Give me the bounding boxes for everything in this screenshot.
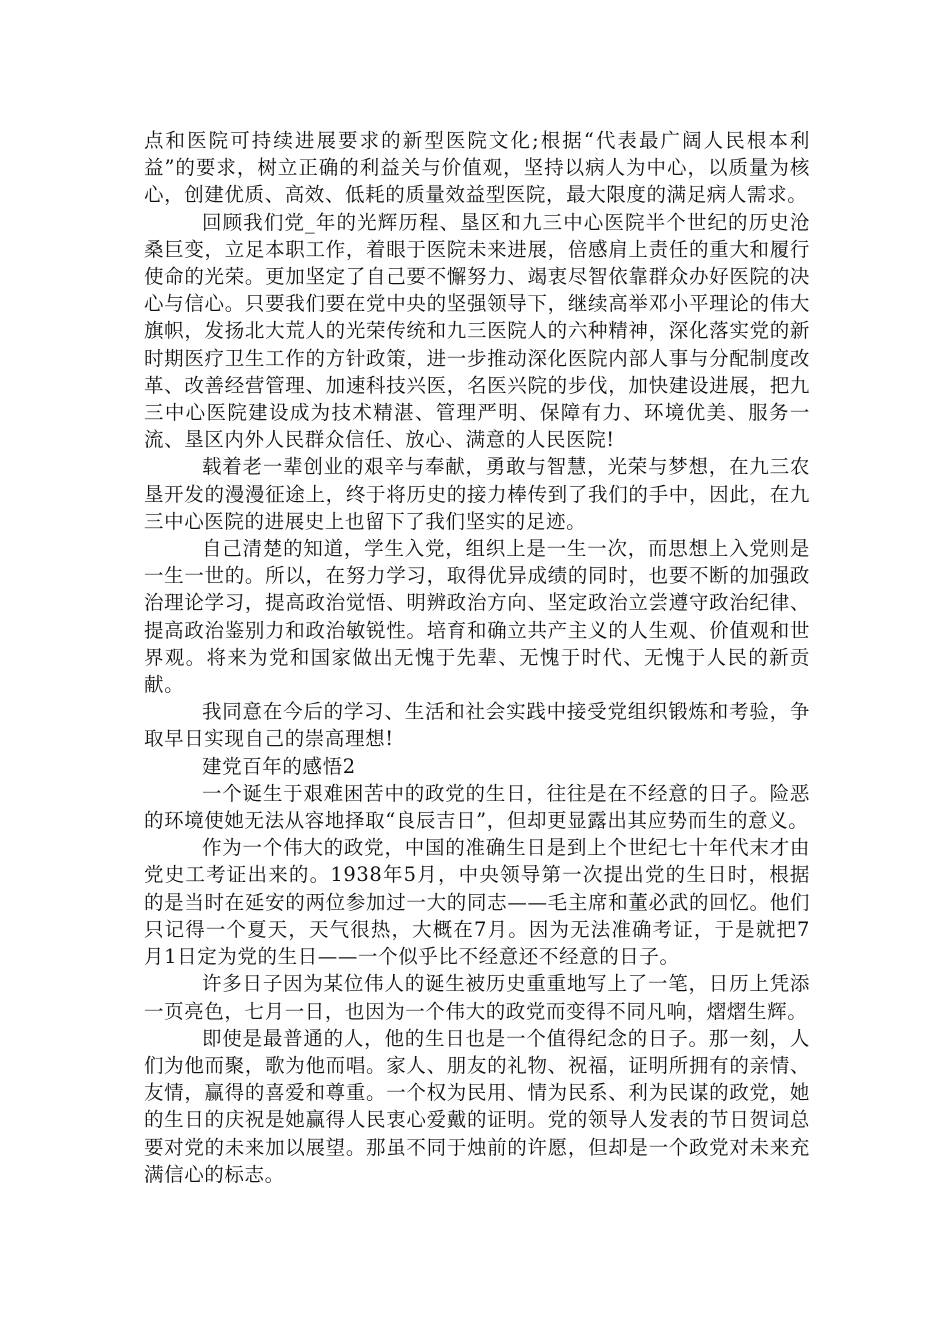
paragraph-9: 即使是最普通的人，他的生日也是一个值得纪念的日子。那一刻，人们为他而聚，歌为他而唱。家人、朋友的礼物、祝福，证明所拥有的亲情、友情，赢得的喜爱和尊重。一个权为民用、情为民系、利为民谋的政党，她的生日的庆祝是她赢得人民衷心爱戴的证明。党的领导人发表的节日贺词总要对党的未来加以展望。那虽不同于烛前的许愿，但却是一个政党对未来充满信心的标志。 — [144, 1026, 810, 1186]
paragraph-8: 许多日子因为某位伟人的诞生被历史重重地写上了一笔，日历上凭添一页亮色，七月一日，也因为一个伟大的政党而变得不同凡响，熠熠生辉。 — [144, 972, 810, 1023]
document-body — [144, 127, 810, 1188]
paragraph-2: 回顾我们党_年的光辉历程、垦区和九三中心医院半个世纪的历史沧桑巨变，立足本职工作，着眼于医院未来进展，倍感肩上责任的重大和履行使命的光荣。更加坚定了自己要不懈努力、竭衷尽智依靠群众办好医院的决心与信心。只要我们要在党中央的坚强领导下，继续高举邓小平理论的伟大旗帜，发扬北大荒人的光荣传统和九三医院人的六种精神，深化落实党的新时期医疗卫生工作的方针政策，进一步推动深化医院内部人事与分配制度改革、改善经营管理、加速科技兴医，名医兴院的步伐，加快建设进展，把九三中心医院建设成为技术精湛、管理严明、保障有力、环境优美、服务一流、垦区内外人民群众信任、放心、满意的人民医院! — [144, 210, 810, 452]
paragraph-6: 一个诞生于艰难困苦中的政党的生日，往往是在不经意的日子。险恶的环境使她无法从容地择取“良辰吉日”，但却更显露出其应势而生的意义。 — [144, 781, 810, 833]
paragraph-5: 我同意在今后的学习、生活和社会实践中接受党组织锻炼和考验，争取早日实现自己的崇高理想! — [144, 700, 810, 751]
section-heading: 建党百年的感悟2 — [202, 754, 356, 778]
paragraph-4: 自己清楚的知道，学生入党，组织上是一生一次，而思想上入党则是一生一世的。所以，在努力学习，取得优异成绩的同时，也要不断的加强政治理论学习，提高政治觉悟、明辨政治方向、坚定政治立尝遵守政治纪律、提高政治鉴别力和政治敏锐性。培育和确立共产主义的人生观、价值观和世界观。将来为党和国家做出无愧于先辈、无愧于时代、无愧于人民的新贡献。 — [144, 537, 810, 697]
paragraph-7: 作为一个伟大的政党，中国的准确生日是到上个世纪七十年代末才由党史工考证出来的。1938年5月，中央领导第一次提出党的生日时，根据的是当时在延安的两位参加过一大的同志——毛主席和董必武的回忆。他们只记得一个夏天，天气很热，大概在7月。因为无法准确考证，于是就把7月1日定为党的生日——一个似乎比不经意还不经意的日子。 — [144, 836, 810, 969]
paragraph-3: 载着老一辈创业的艰辛与奉献，勇敢与智慧，光荣与梦想，在九三农垦开发的漫漫征途上，终于将历史的接力棒传到了我们的手中，因此，在九三中心医院的进展史上也留下了我们坚实的足迹。 — [144, 455, 810, 533]
paragraph-1: 点和医院可持续进展要求的新型医院文化;根据“代表最广阔人民根本利益”的要求，树立正确的利益关与价值观，坚持以病人为中心，以质量为核心，创建优质、高效、低耗的质量效益型医院，最大限度的满足病人需求。 — [144, 129, 810, 207]
